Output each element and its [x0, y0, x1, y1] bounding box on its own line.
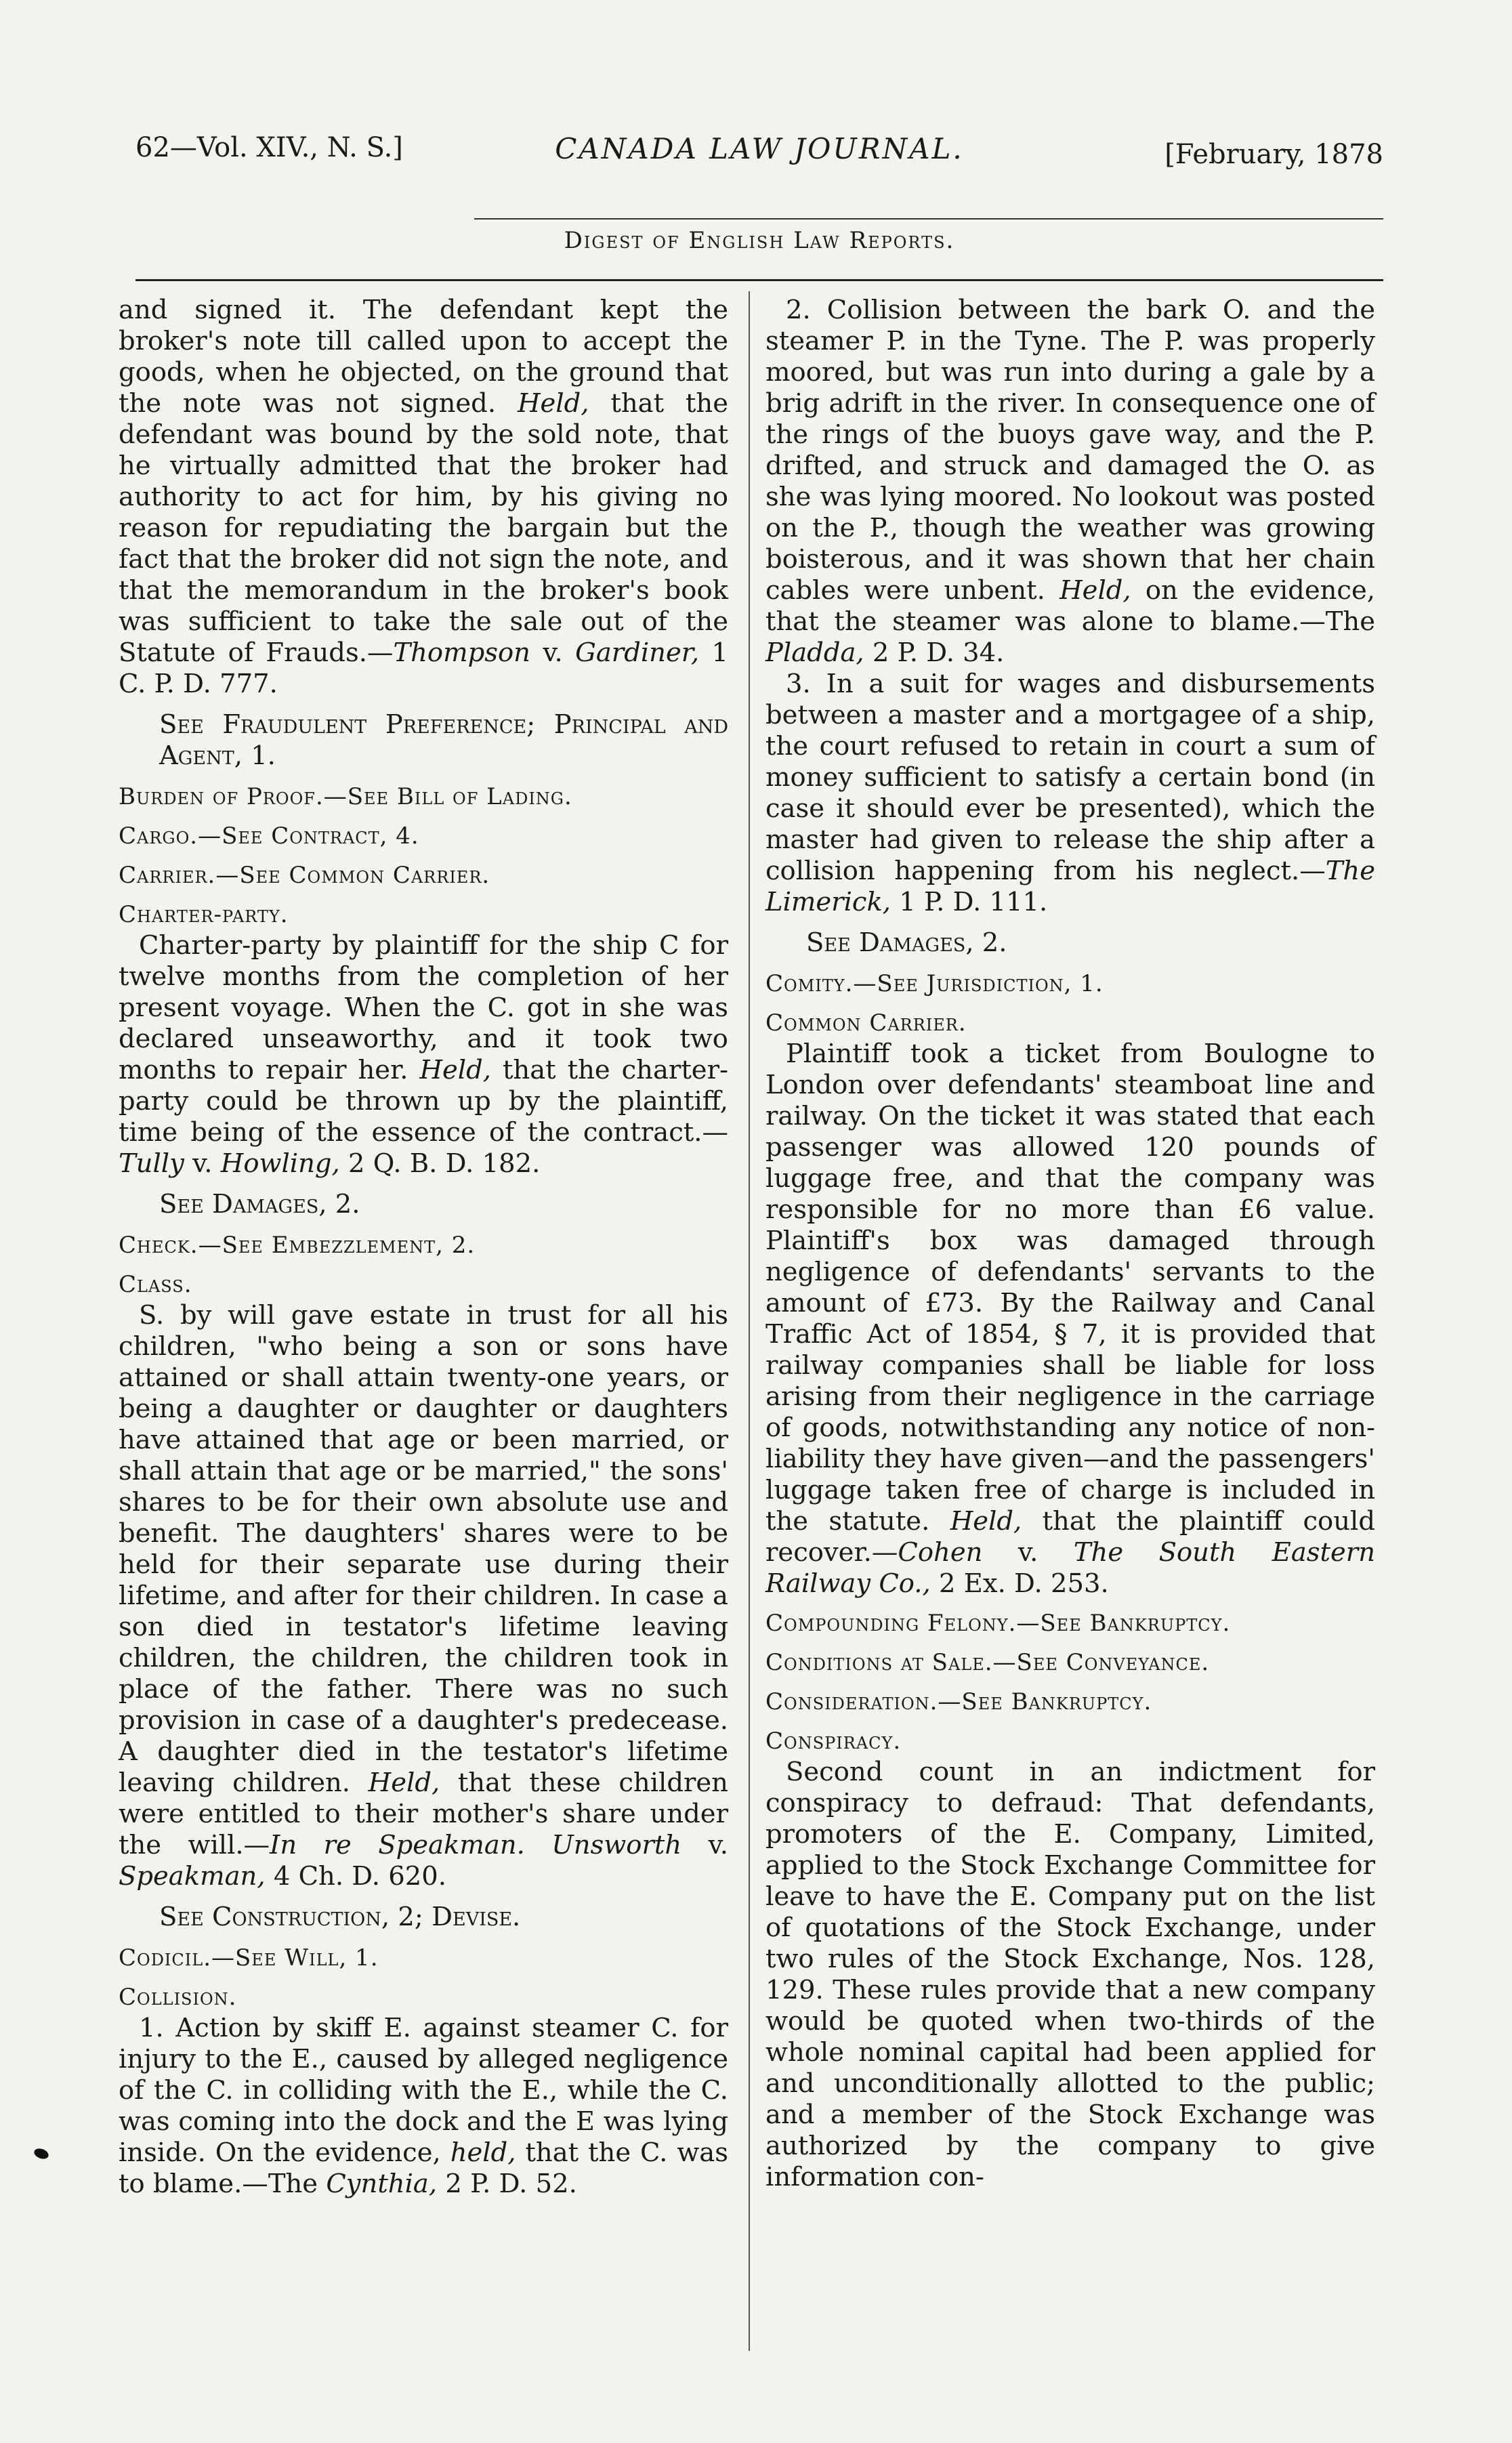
case-name: The South Eastern Railway Co., — [765, 1537, 1375, 1599]
citation: 2 P. D. 34. — [864, 638, 1005, 668]
held-label: Held, — [950, 1506, 1022, 1537]
entry-compounding-felony: Compounding Felony.—See Bankruptcy. — [765, 1610, 1231, 1637]
held-label: Held, — [517, 388, 589, 419]
text: that the plaintiff could recover.— — [765, 1506, 1375, 1568]
citation: 1 P. D. 111. — [891, 887, 1048, 917]
heading-charter-party: Charter-party. — [119, 901, 289, 928]
journal-title: CANADA LAW JOURNAL. — [555, 132, 964, 165]
text: v. — [982, 1537, 1074, 1568]
citation: 1 C. P. D. 777. — [119, 638, 729, 699]
held-label: Held, — [419, 1055, 492, 1085]
heading-class: Class. — [119, 1271, 192, 1298]
section-title: Digest of English Law Reports. — [564, 227, 955, 254]
paragraph-charter-party — [119, 930, 728, 1179]
text: Plaintiff took a ticket from Boulogne to London over defendants' steamboat line and railway. On the ticket it was stated that each passenger was allowed 120 pounds of luggage free, and that the company was responsible for no more than £6 value. Plaintiff's box was damaged through negligence of defendants' servants to the amount of £73. By the Railway and Canal Traffic Act of 1854, § 7, it is provided that railway companies shall be liable for loss arising from their negligence in the carriage of goods, notwithstanding any notice of non-liability they have given—and the passengers' luggage taken free of charge is included in the statute. — [765, 1039, 1375, 1537]
left-column — [119, 295, 728, 2200]
text: that the charter-party could be thrown up by the plaintiff, time being of the essence of the contract.— — [119, 1055, 728, 1148]
text: 1. Action by skiff E. against steamer C. for injury to the E., caused by alleged negligence of the C. in colliding with the E., while the C. was coming into the dock and the E was lying inside. On the evidence, — [119, 2013, 728, 2168]
entry-consideration: Consideration.—See Bankruptcy. — [765, 1688, 1152, 1715]
entry-cargo: Cargo.—See Contract, 4. — [119, 822, 419, 850]
case-name: The Limerick, — [765, 856, 1375, 917]
heading-conspiracy: Conspiracy. — [765, 1728, 902, 1755]
cross-reference: See Construction, 2; Devise. — [159, 1902, 521, 1932]
paragraph-collision-3 — [765, 669, 1375, 918]
text: v. — [681, 1830, 729, 1860]
text: 2. Collision between the bark O. and the steamer P. in the Tyne. The P. was properly moored, but was run into during a gale by a brig adrift in the river. In consequence one of the rings of the buoys gave way, and the P. drifted, and struck and damaged the O. as she was lying moored. No lookout was posted on the P., though the weather was growing boisterous, and it was shown that her chain cables were unbent. — [765, 295, 1375, 606]
text: v. — [184, 1148, 221, 1179]
entry-conditions-at-sale: Conditions at Sale.—See Conveyance. — [765, 1649, 1210, 1676]
entry-carrier: Carrier.—See Common Carrier. — [119, 862, 490, 889]
citation: 2 Q. B. D. 182. — [339, 1148, 541, 1179]
text: S. by will gave estate in trust for all his children, "who being a son or sons have attained or shall attain twenty-one years, or being a daughter or daughter or daughters have attained that age or been married, or shall attain that age or be married," the sons' shares to be for their own absolute use and benefit. The daughters' shares were to be held for their separate use during their lifetime, and after for their children. In case a son died in testator's lifetime leaving children, the children, the children took in place of the father. There was no such provision in case of a daughter's predecease. A daughter died in the testator's lifetime leaving children. — [119, 1300, 728, 1798]
paragraph-collision-2 — [765, 295, 1375, 669]
text: on the evidence, that the steamer was alone to blame.—The — [765, 575, 1375, 637]
text: that these children were entitled to their mother's share under the will.— — [119, 1768, 728, 1860]
held-label: held, — [450, 2137, 516, 2168]
text: and signed it. The defendant kept the broker's note till called upon to accept the goods, when he objected, on the ground that the note was not signed. — [119, 295, 728, 419]
held-label: Held, — [1059, 575, 1131, 606]
volume-reference: 62—Vol. XIV., N. S.] — [135, 132, 403, 163]
entry-comity: Comity.—See Jurisdiction, 1. — [765, 970, 1104, 997]
paragraph-common-carrier — [765, 1039, 1375, 1600]
text: 3. In a suit for wages and disbursements between a master and a mortgagee of a ship, the court refused to retain in court a sum of money sufficient to satisfy a certain bond (in case it should ever be presented), which the master had given to release the ship after a collision happening from his neglect.— — [765, 669, 1375, 886]
case-name: Gardiner, — [575, 638, 700, 668]
header-rule — [474, 218, 1383, 220]
case-name: Howling, — [220, 1148, 340, 1179]
entry-check: Check.—See Embezzlement, 2. — [119, 1232, 476, 1259]
case-name: Pladda, — [765, 638, 864, 668]
cross-reference: See Fraudulent Preference; Principal and Agent, 1. — [159, 709, 728, 771]
case-name: Speakman, — [119, 1861, 266, 1892]
section-rule — [135, 279, 1383, 281]
paragraph-thompson — [119, 295, 728, 700]
issue-date: [February, 1878 — [1164, 139, 1383, 170]
running-header — [135, 132, 1383, 180]
case-name: In re Speakman. Unsworth — [270, 1830, 682, 1860]
entry-codicil: Codicil.—See Will, 1. — [119, 1944, 379, 1971]
cross-reference: See Damages, 2. — [806, 927, 1007, 958]
cross-reference: See Damages, 2. — [159, 1189, 360, 1219]
text: that the defendant was bound by the sold note, that he virtually admitted that the broker had authority to act for him, by his giving no reason for repudiating the bargain but the fact that the broker did not sign the note, and that the memorandum in the broker's book was sufficient to take the sale out of the Statute of Frauds.— — [119, 388, 728, 668]
citation: 2 Ex. D. 253. — [930, 1568, 1109, 1599]
paragraph-conspiracy: Second count in an indictment for conspiracy to defraud: That defendants, promoters of the E. Company, Limited, applied to the Stock Exchange Committee for leave to have the E. Company put on the list of quotations of the Stock Exchange, under two rules of the Stock Exchange, Nos. 128, 129. These rules provide that a new company would be quoted when two-thirds of the whole nominal capital had been applied for and unconditionally allotted to the public; and a member of the Stock Exchange was authorized by the company to give information con- — [765, 1757, 1375, 2192]
text: Charter-party by plaintiff for the ship C for twelve months from the completion of her present voyage. When the C. got in she was declared unseaworthy, and it took two months to repair her. — [119, 930, 728, 1085]
citation: 2 P. D. 52. — [437, 2169, 577, 2199]
text: that the C. was to blame.—The — [119, 2137, 728, 2199]
case-name: Cynthia, — [326, 2169, 438, 2199]
citation: 4 Ch. D. 620. — [265, 1861, 446, 1892]
held-label: Held, — [368, 1768, 440, 1798]
right-column — [765, 295, 1375, 2193]
case-name: Tully — [119, 1148, 184, 1179]
heading-collision: Collision. — [119, 1984, 237, 2011]
margin-mark-icon — [33, 2147, 49, 2161]
paragraph-class — [119, 1300, 728, 1892]
column-divider — [749, 291, 750, 2351]
text: v. — [530, 638, 576, 668]
heading-common-carrier: Common Carrier. — [765, 1009, 967, 1037]
case-name: Cohen — [898, 1537, 983, 1568]
case-name: Thompson — [393, 638, 530, 668]
paragraph-collision-1 — [119, 2013, 728, 2200]
entry-burden-of-proof: Burden of Proof.—See Bill of Lading. — [119, 783, 572, 810]
